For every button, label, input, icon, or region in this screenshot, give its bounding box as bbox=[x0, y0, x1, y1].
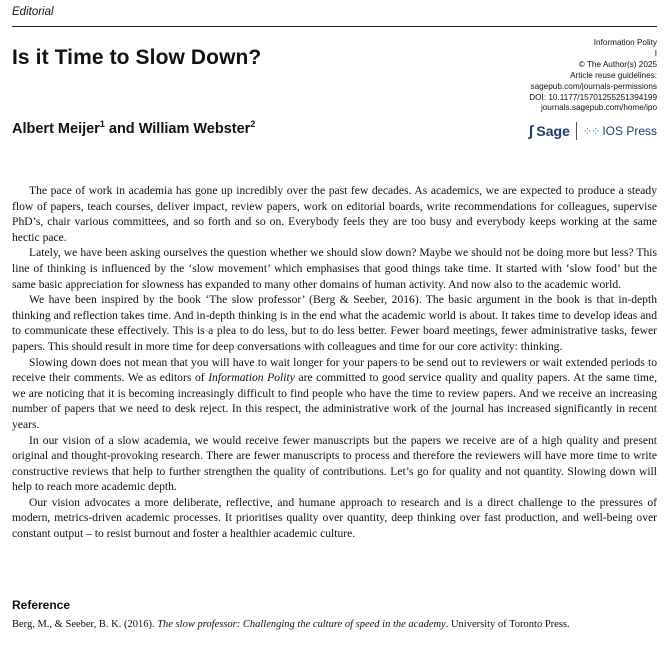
sage-logo bbox=[528, 123, 569, 140]
body-paragraph: Lately, we have been asking ourselves the question whether we should slow down? Maybe we should not be doing more but less? This line of thinking is influenced by the ‘slow movement’ which emphasises that good things take time. It started with ‘slow food’ but the same basic appreciation for slowness has expanded to many other domains of human activity. And now also to the academic world. bbox=[12, 246, 657, 291]
page-number: I bbox=[654, 48, 657, 58]
paragraph-text: Slowing down does not mean that you will have to wait longer for your papers to be send out to reviewers or wait extended periods to receive their comments. We as editors of bbox=[12, 355, 657, 385]
doi-link[interactable]: DOI: 10.1177/15701255251394199 bbox=[529, 92, 657, 102]
paragraph-text: are committed to good service quality and quality papers. At the same time, we are noticing that it is becoming increasingly difficult to find people who have the time to review papers. And we receive an increasing number of papers that we need to desk reject. In this respect, the administrative work of the journal has increased significantly in recent years. bbox=[12, 371, 657, 431]
reference-entry bbox=[12, 618, 657, 631]
reference-authors: Berg, M., & Seeber, B. K. (2016). bbox=[12, 619, 158, 630]
ios-press-logo bbox=[583, 124, 657, 138]
article-metadata bbox=[437, 38, 657, 114]
body-paragraph: Our vision advocates a more deliberate, reflective, and humane approach to research and is a direct challenge to the pressures of modern, metrics-driven academic processes. It prioritises quality over quantity, deep thinking over fast production, and well-being over constant output – to resist burnout and foster a healthier academic culture. bbox=[12, 495, 657, 541]
reference-title: The slow professor: Challenging the culture of speed in the academy bbox=[157, 619, 446, 630]
ios-dots-icon: ⁘⁘ bbox=[582, 125, 600, 138]
body-paragraph bbox=[12, 355, 657, 433]
permissions-link[interactable]: sagepub.com/journals-permissions bbox=[530, 81, 657, 91]
author-name[interactable]: Albert Meijer bbox=[12, 121, 100, 137]
journal-title-emphasis: Information Polity bbox=[208, 371, 295, 385]
body-paragraph: In our vision of a slow academia, we would receive fewer manuscripts but the papers we receive are of a high quality and present original and thought-provoking research. There are fewer manuscripts to process and therefore the reviewers will have more time to write constructive reviews that help to further strengthen the quality of contributions. Let’s go for quality and not quantity. Slowing down will help to reach more academic depth. bbox=[12, 433, 657, 494]
header-rule bbox=[12, 26, 657, 27]
body-paragraph: The pace of work in academia has gone up incredibly over the past few decades. As academics, we are expected to produce a steady flow of papers, teach courses, deliver impact, review papers, work on editorial boards, write recommendations for colleagues, supervise PhD’s, chair various committees, and so forth and so on. Everybody feels they are too busy and everybody keeps working at the same hectic pace. bbox=[12, 184, 657, 244]
reuse-guidelines-label: Article reuse guidelines: bbox=[570, 70, 657, 80]
author-list bbox=[12, 119, 255, 137]
body-paragraph: We have been inspired by the book ‘The slow professor’ (Berg & Seeber, 2016). The basic argument in the book is that in-depth thinking and reflection takes time. And in-depth thinking is in the end what the academic world is about. It takes time to develop ideas and to communicate these effectively. This is a plea to do less, but to do less better. Fewer board meetings, fewer administrative tasks, fewer papers. This should result in more time for deep conversations with colleagues and time for our core activity: thinking. bbox=[12, 293, 657, 353]
journal-homepage-link[interactable]: journals.sagepub.com/home/ipo bbox=[540, 103, 657, 113]
reference-publisher: . University of Toronto Press. bbox=[445, 619, 570, 630]
author-affiliation-mark: 2 bbox=[250, 119, 256, 129]
section-label: Editorial bbox=[12, 6, 54, 18]
sage-s-icon: ʃ bbox=[528, 122, 534, 140]
article-body bbox=[12, 183, 657, 542]
author-affiliation-mark: 1 bbox=[99, 119, 105, 129]
author-connector: and bbox=[108, 121, 135, 137]
ios-label: IOS Press bbox=[602, 124, 657, 138]
reference-heading: Reference bbox=[12, 598, 71, 612]
article-title: Is it Time to Slow Down? bbox=[12, 46, 262, 69]
publisher-logos bbox=[528, 122, 657, 140]
author-name[interactable]: William Webster bbox=[138, 121, 251, 137]
copyright: © The Author(s) 2025 bbox=[578, 59, 657, 69]
journal-name: Information Polity bbox=[593, 38, 657, 47]
sage-label: Sage bbox=[536, 123, 570, 139]
publisher-divider bbox=[576, 122, 577, 140]
